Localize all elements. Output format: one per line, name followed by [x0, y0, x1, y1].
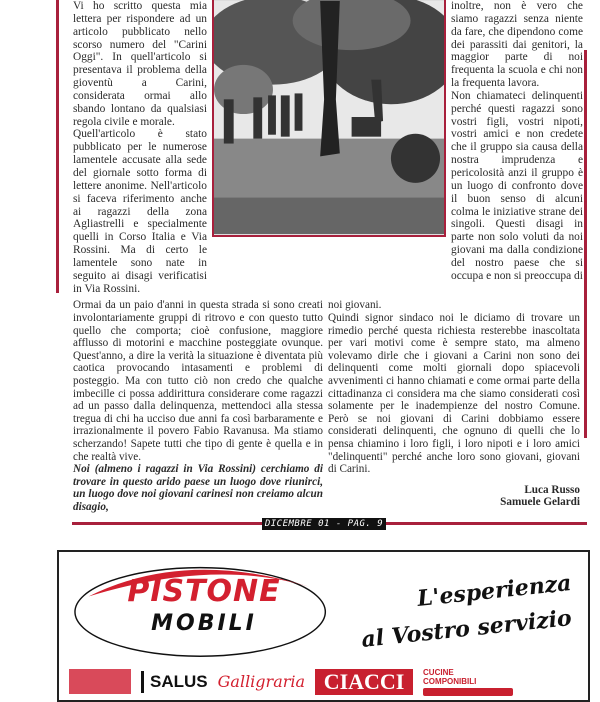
advertisement — [57, 550, 590, 702]
brand-subtitle: MOBILI — [151, 610, 257, 636]
paragraph: Quell'articolo è stato pubblicato per le numerose lamentele accusate alla sede del giornale sotto forma di lettere anonime. Nell'articolo si faceva riferimento anche ai ragazzi della zona Agliastrelli e specialmente quelli in Corso Italia e Via Rossini. Ma di certo le lamentele sono nate in seguito ai disagi verificatisi in Via Rossini. — [73, 128, 207, 295]
bold-paragraph: Noi (almeno i ragazzi in Via Rossini) cerchiamo di trovare in questo arido paese un luogo dove riunirci, un luogo dove noi giovani carinesi non creiamo alcun disagio, — [73, 463, 323, 513]
ad-top-row — [69, 558, 578, 662]
page-footer-tag: DICEMBRE 01 - PAG. 9 — [262, 518, 386, 530]
partner-red-bar — [423, 688, 513, 696]
author-1: Luca Russo — [524, 483, 580, 496]
article-right-column — [451, 0, 583, 283]
photo-youth-under-trees — [214, 0, 444, 235]
right-rule — [584, 50, 587, 438]
slogan-line-2: al Vostro servizio — [360, 604, 573, 653]
partner-logo-red-box — [69, 669, 131, 694]
paragraph: Ormai da un paio d'anni in questa strada si sono creati involontariamente gruppi di ritrovo e con questo tutto quello che comporta; cioè confusione, maggiore afflusso di motorini e macchine posteggiate ovunque. Quest'anno, a dire la verità la situazione è diventata più caotica provocando intasamenti e problemi di posteggio. Ma con tutto ciò non credo che qualche imbecille ci possa addirittura considerare come ragazzi ad un passo dalla delinquenza, mettendoci alla stessa tregua di chi ha ucciso due anni fa così barbaramente e irrazionalmente il povero Fabio Ravanusa. Ma stiamo scherzando! Sapete tutti che tipo di gente è quella e in che realtà vive. — [73, 299, 323, 463]
article-lower-row — [73, 299, 580, 513]
partner-salus: SALUS — [141, 671, 208, 693]
brand-logo — [69, 558, 339, 662]
partner-cucine-componibili — [423, 668, 513, 696]
paragraph: Non chiamateci delinquenti perché questi ragazzi sono vostri figli, vostri nipoti, vostri amici e non credete che il gruppo sia causa della nostra imprudenza e pericolosità anzi il gruppo è un luogo di confronto dove il buon senso di alcuni colma le iniziative strane dei singoli. Questi disagi in parte non solo voluti da noi giovani ma dalla condizione del nostro paese che si occupa e non si preoccupa di — [451, 89, 583, 282]
article-lower-left — [73, 299, 323, 513]
article — [73, 0, 583, 514]
article-left-column — [73, 0, 207, 295]
partner-componibili: COMPONIBILI — [423, 676, 477, 686]
paragraph: Vi ho scritto questa mia lettera per rispondere ad un articolo pubblicato nello scorso numero del "Carini Oggi". In quell'articolo si presentava il problema della gioventù a Carini, considerata ormai allo sbando lontano da qualsiasi regola civile e morale. — [73, 0, 207, 128]
page-footer — [72, 518, 587, 532]
partner-script: Galligraria — [217, 671, 306, 691]
author-2: Samuele Gelardi — [500, 496, 580, 509]
article-top-row — [73, 0, 583, 295]
paragraph: Quindi signor sindaco noi le diciamo di trovare un rimedio perché questa richiesta resterebbe inascoltata per vari motivi come è sempre stato, ma almeno volevamo dirle che i giovani a Carini non sono dei delinquenti come molti giornali dopo spiacevoli avvenimenti ci hanno chiamati e come ormai parte della cittadinanza ci considera ma che siamo considerati così solamente per le inadempienze del nostro Comune. Però se noi giovani di Carini dobbiamo essere considerati delinquenti, che ognuno di quelli che lo pensa chiamino i loro figli, i loro nipoti e i loro amici "delinquenti" perché anche loro sono giovani, giovani di Carini. — [328, 312, 580, 476]
partner-cucine: CUCINE — [423, 667, 454, 677]
brand-name: PISTONE — [127, 573, 281, 609]
paragraph: noi giovani. — [328, 299, 382, 312]
left-rule — [56, 0, 59, 293]
article-lower-right — [328, 299, 580, 509]
partner-ciacci: CIACCI — [315, 669, 413, 695]
article-photo — [212, 0, 446, 237]
slogan — [360, 569, 578, 653]
partner-logos — [69, 668, 578, 696]
slogan-line-1: L'esperienza — [416, 569, 573, 612]
paragraph: inoltre, non è vero che siamo ragazzi senza niente da fare, che dipendono come dei parassiti dai genitori, la maggior parte di noi frequenta la scuola e chi non la frequenta lavora. — [451, 0, 583, 90]
brand-text — [69, 574, 339, 638]
